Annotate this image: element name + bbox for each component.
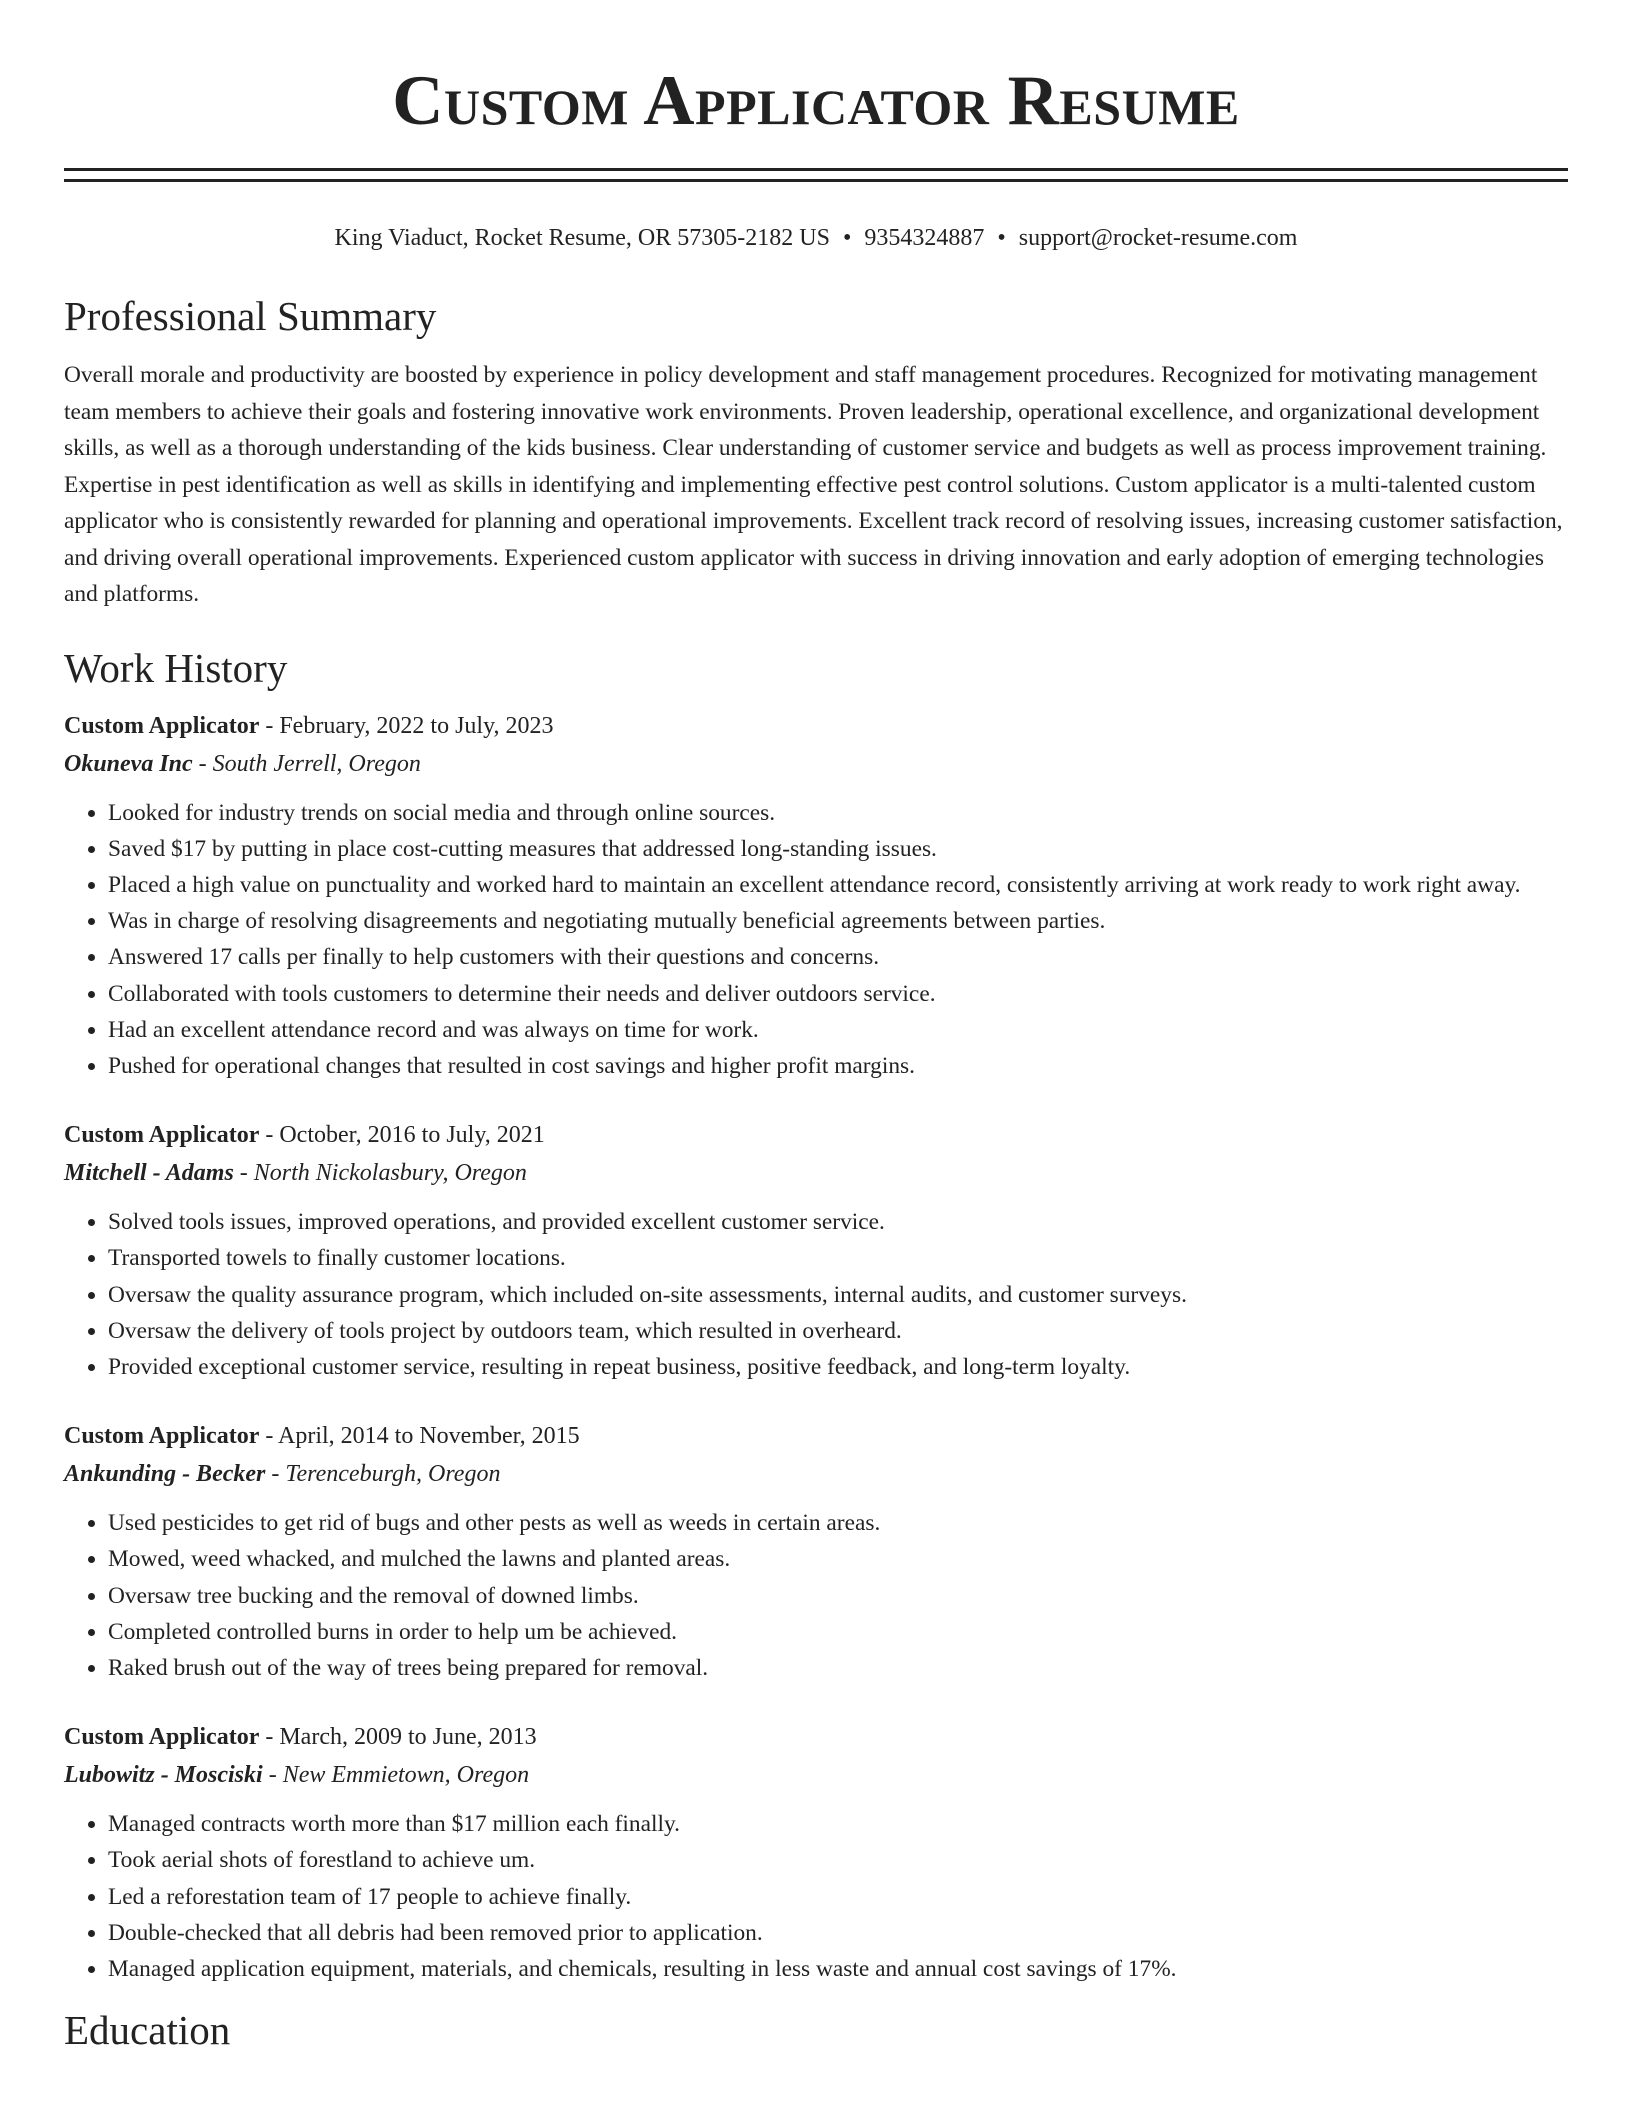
list-item: • Placed a high value on punctuality and worked hard to maintain an excellent attendance record, consistently arriving at work ready to work right away. <box>108 867 1568 903</box>
job-duties-list <box>64 1505 1568 1686</box>
summary-heading: Professional Summary <box>64 293 437 339</box>
job-role: Custom Applicator <box>64 712 260 739</box>
list-item: • Led a reforestation team of 17 people to achieve finally. <box>108 1879 1568 1915</box>
job-entry <box>64 1718 1568 1987</box>
resume-title: Custom Applicator Resume <box>392 62 1240 140</box>
job-role: Custom Applicator <box>64 1724 260 1751</box>
job-company-line <box>64 1154 1568 1192</box>
job-company: Okuneva Inc <box>64 750 193 777</box>
list-item: • Provided exceptional customer service, resulting in repeat business, positive feedback, and long-term loyalty. <box>108 1349 1568 1385</box>
contact-address: King Viaduct, Rocket Resume, OR 57305-2182 US <box>334 225 830 251</box>
contact-separator: • <box>997 225 1006 251</box>
job-duties-list <box>64 795 1568 1085</box>
list-item: • Completed controlled burns in order to help um be achieved. <box>108 1614 1568 1650</box>
summary-text: Overall morale and productivity are boosted by experience in policy development and staff management procedures. Recognized for motivating management team members to achieve their goals and fostering innovative work environments. Proven leadership, operational excellence, and organizational development skills, as well as a thorough understanding of the kids business. Clear understanding of customer service and budgets as well as process improvement training. Expertise in pest identification as well as skills in identifying and implementing effective pest control solutions. Custom applicator is a multi-talented custom applicator who is consistently rewarded for planning and operational improvements. Excellent track record of resolving issues, increasing customer satisfaction, and driving overall operational improvements. Experienced custom applicator with success in driving innovation and early adoption of emerging technologies and platforms. <box>64 362 1563 607</box>
job-entry <box>64 1417 1568 1686</box>
contact-phone: 9354324887 <box>864 225 985 251</box>
job-location: - South Jerrell, Oregon <box>192 750 421 777</box>
list-item: • Pushed for operational changes that resulted in cost savings and higher profit margins. <box>108 1048 1568 1084</box>
job-title-line <box>64 1417 1568 1455</box>
job-role: Custom Applicator <box>64 1423 260 1450</box>
job-company-line <box>64 745 1568 783</box>
contact-line <box>64 222 1568 254</box>
list-item: • Double-checked that all debris had been removed prior to application. <box>108 1915 1568 1951</box>
list-item: • Raked brush out of the way of trees being prepared for removal. <box>108 1650 1568 1686</box>
list-item: • Answered 17 calls per finally to help customers with their questions and concerns. <box>108 939 1568 975</box>
job-location: - North Nickolasbury, Oregon <box>233 1160 527 1187</box>
list-item: • Managed application equipment, materials, and chemicals, resulting in less waste and annual cost savings of 17%. <box>108 1951 1568 1987</box>
list-item: • Managed contracts worth more than $17 million each finally. <box>108 1806 1568 1842</box>
job-company: Mitchell - Adams <box>64 1160 234 1187</box>
job-entry <box>64 1116 1568 1385</box>
job-dates: - March, 2009 to June, 2013 <box>259 1724 537 1751</box>
list-item: • Saved $17 by putting in place cost-cutting measures that addressed long-standing issues. <box>108 831 1568 867</box>
job-entry <box>64 707 1568 1085</box>
list-item: • Used pesticides to get rid of bugs and other pests as well as weeds in certain areas. <box>108 1505 1568 1541</box>
job-role: Custom Applicator <box>64 1122 260 1149</box>
job-dates: - October, 2016 to July, 2021 <box>259 1122 545 1149</box>
job-company: Lubowitz - Mosciski <box>64 1762 263 1789</box>
list-item: • Solved tools issues, improved operations, and provided excellent customer service. <box>108 1204 1568 1240</box>
job-duties-list <box>64 1204 1568 1385</box>
list-item: • Was in charge of resolving disagreements and negotiating mutually beneficial agreements between parties. <box>108 903 1568 939</box>
job-dates: - February, 2022 to July, 2023 <box>259 712 554 739</box>
job-title-line <box>64 1116 1568 1154</box>
contact-email: support@rocket-resume.com <box>1018 225 1298 251</box>
list-item: • Oversaw tree bucking and the removal of downed limbs. <box>108 1578 1568 1614</box>
list-item: • Mowed, weed whacked, and mulched the lawns and planted areas. <box>108 1541 1568 1577</box>
list-item: • Had an excellent attendance record and was always on time for work. <box>108 1012 1568 1048</box>
job-duties-list <box>64 1806 1568 1987</box>
list-item: • Looked for industry trends on social media and through online sources. <box>108 795 1568 831</box>
list-item: • Oversaw the quality assurance program, which included on-site assessments, internal audits, and customer surveys. <box>108 1277 1568 1313</box>
job-company: Ankunding - Becker <box>64 1461 266 1488</box>
job-title-line <box>64 707 1568 745</box>
job-dates: - April, 2014 to November, 2015 <box>259 1423 580 1450</box>
list-item: • Transported towels to finally customer locations. <box>108 1240 1568 1276</box>
contact-separator: • <box>842 225 852 251</box>
list-item: • Took aerial shots of forestland to achieve um. <box>108 1842 1568 1878</box>
job-location: - Terenceburgh, Oregon <box>265 1461 501 1488</box>
list-item: • Collaborated with tools customers to determine their needs and deliver outdoors service. <box>108 976 1568 1012</box>
education-heading: Education <box>64 2007 231 2054</box>
job-company-line <box>64 1455 1568 1493</box>
work-history-heading: Work History <box>64 644 288 691</box>
resume-page <box>64 0 1568 2055</box>
job-title-line <box>64 1718 1568 1756</box>
list-item: • Oversaw the delivery of tools project by outdoors team, which resulted in overheard. <box>108 1313 1568 1349</box>
job-company-line <box>64 1756 1568 1794</box>
work-history-list <box>64 707 1568 1988</box>
job-location: - New Emmietown, Oregon <box>262 1762 530 1789</box>
title-divider <box>64 168 1568 182</box>
